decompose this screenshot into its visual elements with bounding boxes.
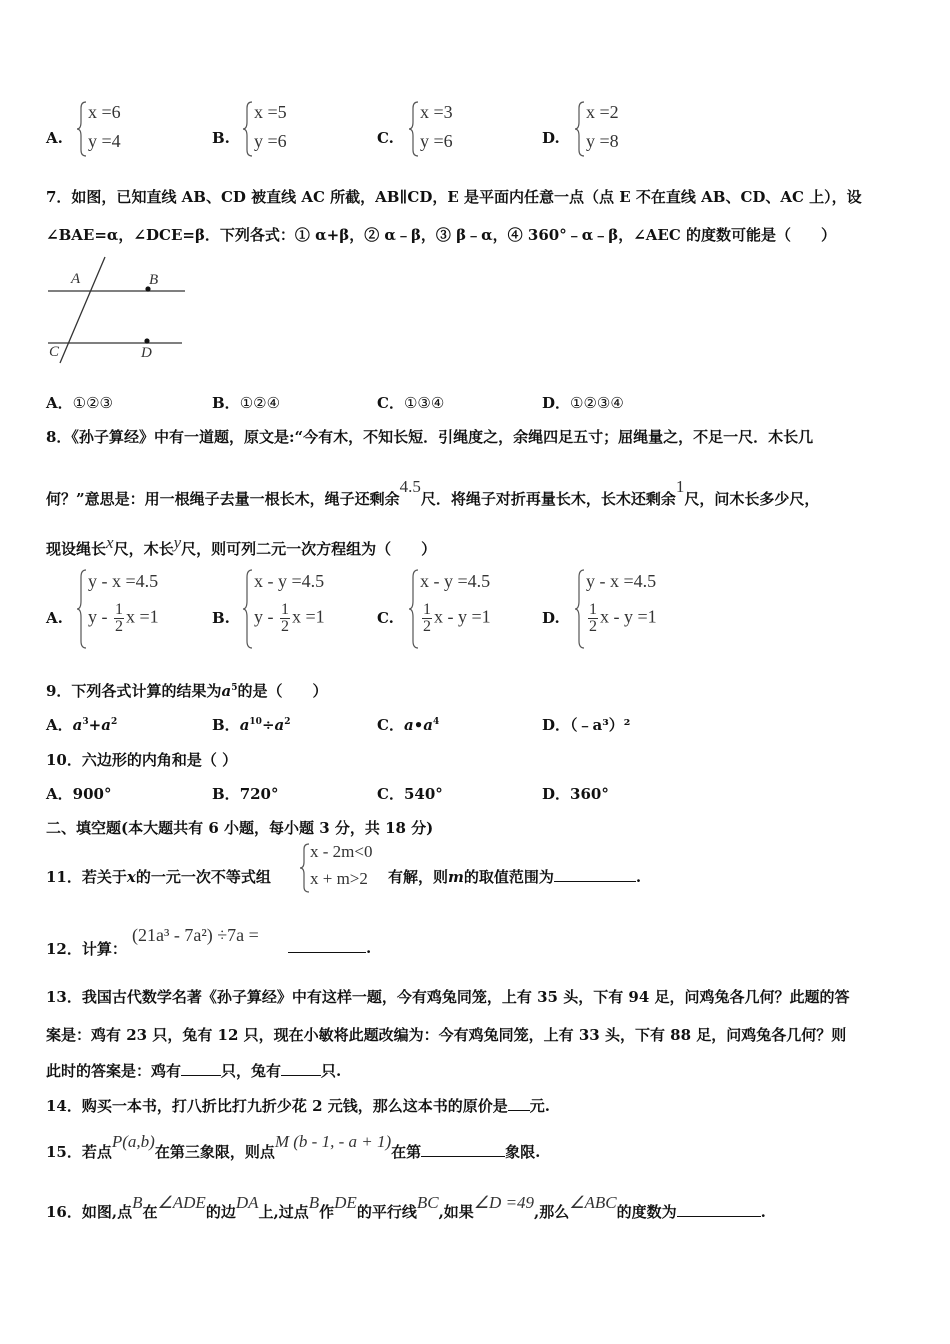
q9-a-label: A． <box>46 716 73 734</box>
q15-stem <box>46 1132 541 1162</box>
q7-option-d[interactable] <box>542 392 624 413</box>
q6-option-d-system <box>574 100 664 158</box>
q6-c-eq2: y =6 <box>420 131 453 151</box>
q8-option-d-label[interactable]: D. <box>542 609 560 627</box>
q8-b-eq2b: x =1 <box>292 606 325 627</box>
q8-l3-b: 尺，木长 <box>113 540 174 558</box>
left-brace-icon <box>242 100 254 158</box>
q11-inequality-system <box>299 842 389 894</box>
q8-option-b-label[interactable]: B. <box>212 609 230 627</box>
q9-option-c[interactable] <box>377 714 439 735</box>
q11-var-x: x <box>126 868 136 886</box>
left-brace-icon <box>574 568 586 650</box>
q11-a: 11．若关于 <box>46 868 127 886</box>
q15-point-m: M (b - 1, - a + 1) <box>274 1132 392 1151</box>
half-fraction <box>280 602 290 635</box>
q16-g: ,如果 <box>438 1203 474 1221</box>
q7-option-c[interactable] <box>377 392 444 413</box>
q7-figure <box>44 255 189 365</box>
q10-a-text: 900° <box>72 785 112 803</box>
half-fraction <box>422 602 432 635</box>
q7-stem-line2: ∠BAE=α，∠DCE=β．下列各式：① α+β，② α﹣β，③ β﹣α，④ 360°﹣α﹣β，∠AEC 的度数可能是（ ） <box>46 226 836 244</box>
q11-answer-blank[interactable] <box>554 867 636 882</box>
q9-stem-a: 9．下列各式计算的结果为 <box>46 682 222 700</box>
q8-l2-c: 尺，问木长多少尺， <box>684 490 820 508</box>
q16-a: 16．如图,点 <box>46 1203 133 1221</box>
frac-den: 2 <box>115 618 123 635</box>
q16-angle-ade: ∠ADE <box>157 1193 206 1212</box>
q7-d-label: D． <box>542 394 571 412</box>
q16-point-b: B <box>132 1193 143 1212</box>
q14-stem <box>46 1095 550 1116</box>
q13-stem-line1: 13．我国古代数学名著《孙子算经》中有这样一题，今有鸡兔同笼，上有 35 头，下有 94 足，问鸡兔各几何？此题的答 <box>46 988 850 1006</box>
q16-i: 的度数为 <box>616 1203 677 1221</box>
left-brace-icon <box>76 100 88 158</box>
q8-a-eq1: y - x =4.5 <box>88 571 159 591</box>
q12-expression: (21a³ - 7a²) ÷7a = <box>132 925 259 945</box>
q11-d: 的取值范围为 <box>463 868 554 886</box>
q9-b-base2: a <box>274 716 285 734</box>
q10-stem: 10．六边形的内角和是（ ） <box>46 751 238 769</box>
section-2-heading: 二、填空题(本大题共有 6 小题，每小题 3 分，共 18 分) <box>46 819 434 837</box>
q10-option-c[interactable] <box>377 783 443 804</box>
q8-var-x: x <box>106 533 114 552</box>
q7-d-text: ①②③④ <box>570 394 624 412</box>
q8-d-eq1: y - x =4.5 <box>586 571 657 591</box>
q16-side-da: DA <box>235 1193 259 1212</box>
point-d <box>144 338 149 343</box>
q8-b-eq1: x - y =4.5 <box>254 571 325 591</box>
q9-a-exp2: 2 <box>110 717 118 727</box>
q8-l3-a: 现设绳长 <box>46 540 107 558</box>
q16-b: 在 <box>142 1203 158 1221</box>
q11-var-m: m <box>448 868 464 886</box>
q12-end: . <box>366 939 372 957</box>
q14-answer-blank[interactable] <box>508 1096 530 1111</box>
q10-option-d[interactable] <box>542 783 609 804</box>
q9-c-base2: a <box>423 716 434 734</box>
q6-option-c-system <box>408 100 498 158</box>
q6-a-eq1: x =6 <box>88 102 121 122</box>
q8-a-eq2 <box>88 602 159 635</box>
q9-c-base1: a <box>403 716 414 734</box>
q7-stem-line1: 7．如图，已知直线 AB、CD 被直线 AC 所截，AB∥CD，E 是平面内任意一点（点 E 不在直线 AB、CD、AC 上），设 <box>46 188 862 206</box>
q8-option-c-system <box>408 568 528 650</box>
q14-b: 元. <box>529 1097 550 1115</box>
q13-stem-line3 <box>46 1060 341 1081</box>
q11-stem-tail <box>388 866 641 887</box>
q8-c-eq1: x - y =4.5 <box>420 571 491 591</box>
left-brace-icon <box>76 568 88 650</box>
q9-b-op: ÷ <box>261 716 275 734</box>
q12-answer <box>288 938 371 957</box>
q8-l2-a: 何？”意思是：用一根绳子去量一根长木，绳子还剩余 <box>46 490 400 508</box>
half-fraction <box>114 602 124 635</box>
q16-f: 的平行线 <box>356 1203 417 1221</box>
q12-stem <box>46 938 127 959</box>
q15-d: 象限. <box>505 1143 541 1161</box>
frac-num: 1 <box>115 601 123 618</box>
q16-end: . <box>760 1203 766 1221</box>
q15-a: 15．若点 <box>46 1143 112 1161</box>
q9-b-base1: a <box>239 716 250 734</box>
q11-ineq1: x - 2m<0 <box>310 842 373 861</box>
q8-option-a-system <box>76 568 196 650</box>
q7-a-label: A． <box>46 394 73 412</box>
left-brace-icon <box>574 100 586 158</box>
q9-d-text: （﹣a³）² <box>570 716 631 734</box>
q8-b-eq2a: y - <box>254 606 278 627</box>
frac-num: 1 <box>423 601 431 618</box>
q8-c-eq2 <box>420 602 491 635</box>
q10-b-text: 720° <box>239 785 279 803</box>
q8-option-a-label[interactable]: A. <box>46 609 63 627</box>
q13-chicken-blank[interactable] <box>181 1061 221 1076</box>
q6-option-c-label[interactable]: C. <box>377 129 394 147</box>
q9-option-a[interactable] <box>46 714 117 735</box>
q16-angle-abc: ∠ABC <box>569 1193 617 1212</box>
q10-c-text: 540° <box>403 785 443 803</box>
q11-c: 有解，则 <box>388 868 449 886</box>
q7-option-a[interactable] <box>46 392 113 413</box>
q8-a-eq2b: x =1 <box>126 606 159 627</box>
q9-stem-b: 的是（ ） <box>237 682 328 700</box>
q16-line-bc: BC <box>416 1193 439 1212</box>
q16-e: 作 <box>319 1203 335 1221</box>
q16-line-de: DE <box>334 1193 357 1212</box>
q10-option-b[interactable] <box>212 783 279 804</box>
frac-num: 1 <box>281 601 289 618</box>
q8-option-d-system <box>574 568 694 650</box>
line-ac <box>60 257 105 363</box>
q9-option-b[interactable] <box>212 714 291 735</box>
q8-d-eq2 <box>586 602 657 635</box>
q9-a-exp1: 3 <box>82 717 89 727</box>
q8-var-y: y <box>173 533 182 552</box>
q9-d-label: D． <box>542 716 571 734</box>
q8-c-eq2b: x - y =1 <box>434 606 491 627</box>
half-fraction <box>588 602 598 635</box>
q16-h: ,那么 <box>534 1203 570 1221</box>
q7-b-text: ①②④ <box>239 394 281 412</box>
label-b: B <box>149 272 159 288</box>
left-brace-icon <box>242 568 254 650</box>
q7-option-b[interactable] <box>212 392 280 413</box>
q16-stem <box>46 1193 766 1222</box>
q11-stem <box>46 866 271 887</box>
q9-stem <box>46 680 327 701</box>
label-d: D <box>141 345 152 361</box>
q9-c-exp2: 4 <box>433 717 440 727</box>
q8-val-45: 4.5 <box>399 477 421 496</box>
q8-stem-line2 <box>46 477 820 509</box>
q12-answer-blank[interactable] <box>288 938 366 953</box>
q9-a-op: + <box>88 716 102 734</box>
q13-l3-c: 只. <box>321 1062 342 1080</box>
q15-b: 在第三象限，则点 <box>154 1143 275 1161</box>
q10-a-label: A． <box>46 785 73 803</box>
q12-a: 12．计算： <box>46 940 127 958</box>
q11-b: 的一元一次不等式组 <box>135 868 271 886</box>
q15-point-p: P(a,b) <box>111 1132 155 1151</box>
q10-option-a[interactable] <box>46 783 111 804</box>
q10-c-label: C． <box>377 785 404 803</box>
q10-b-label: B． <box>212 785 240 803</box>
q6-option-b-label[interactable]: B. <box>212 129 230 147</box>
q7-b-label: B． <box>212 394 240 412</box>
q13-rabbit-blank[interactable] <box>281 1061 321 1076</box>
frac-den: 2 <box>281 618 289 635</box>
q9-c-op: • <box>413 716 424 734</box>
frac-den: 2 <box>589 618 597 635</box>
q9-b-exp2: 2 <box>284 717 291 727</box>
frac-den: 2 <box>423 618 431 635</box>
label-c: C <box>49 344 60 360</box>
left-brace-icon <box>408 100 420 158</box>
q6-b-eq1: x =5 <box>254 102 287 122</box>
q6-d-eq1: x =2 <box>586 102 619 122</box>
q6-d-eq2: y =8 <box>586 131 619 151</box>
q16-angle-d: ∠D =49 <box>473 1193 535 1212</box>
q16-point-b2: B <box>308 1193 320 1212</box>
q9-exp: 5 <box>231 683 238 693</box>
q8-stem-line1: 8．《孙子算经》中有一道题，原文是:“今有木，不知长短．引绳度之，余绳四足五寸；屈绳量之，不足一尺．木长几 <box>46 428 814 446</box>
q8-l2-b: 尺．将绳子对折再量长木，长木还剩余 <box>420 490 676 508</box>
q6-c-eq1: x =3 <box>420 102 453 122</box>
q8-option-b-system <box>242 568 362 650</box>
q8-option-c-label[interactable]: C. <box>377 609 394 627</box>
q14-a: 14．购买一本书，打八折比打九折少花 2 元钱，那么这本书的原价是 <box>46 1097 508 1115</box>
q6-option-b-system <box>242 100 332 158</box>
q16-d: 上,过点 <box>258 1203 309 1221</box>
q9-a-base2: a <box>101 716 111 734</box>
q11-ineq2: x + m>2 <box>310 869 368 888</box>
q7-c-text: ①③④ <box>403 394 445 412</box>
q7-c-label: C． <box>377 394 404 412</box>
q9-c-label: C． <box>377 716 404 734</box>
q8-b-eq2 <box>254 602 325 635</box>
q15-c: 在第 <box>391 1143 422 1161</box>
left-brace-icon <box>408 568 420 650</box>
q6-option-a-system <box>76 100 166 158</box>
q8-d-eq2b: x - y =1 <box>600 606 657 627</box>
q11-end: . <box>635 868 642 886</box>
q9-a-base1: a <box>72 716 83 734</box>
q6-a-eq2: y =4 <box>88 131 121 151</box>
q6-option-a-label[interactable]: A. <box>46 129 63 147</box>
q8-a-eq2a: y - <box>88 606 112 627</box>
q10-d-label: D． <box>542 785 571 803</box>
q8-l3-c: 尺，则可列二元一次方程组为（ ） <box>181 540 437 558</box>
q6-b-eq2: y =6 <box>254 131 287 151</box>
q8-val-1: 1 <box>675 477 685 496</box>
frac-num: 1 <box>589 601 597 618</box>
q7-a-text: ①②③ <box>72 394 113 412</box>
q13-l3-a: 此时的答案是：鸡有 <box>46 1062 182 1080</box>
q15-answer-blank[interactable] <box>421 1142 505 1157</box>
q13-l3-b: 只，兔有 <box>221 1062 282 1080</box>
label-a: A <box>71 271 81 287</box>
q9-b-exp1: 10 <box>249 717 262 727</box>
q16-c: 的边 <box>205 1203 236 1221</box>
q9-option-d[interactable] <box>542 714 630 735</box>
q9-b-label: B． <box>212 716 240 734</box>
q10-d-text: 360° <box>570 785 609 803</box>
q6-option-d-label[interactable]: D. <box>542 129 560 147</box>
q9-var-a: a <box>221 682 232 700</box>
q13-stem-line2: 案是：鸡有 23 只，兔有 12 只，现在小敏将此题改编为：今有鸡兔同笼，上有 33 头，下有 88 足，问鸡兔各几何？则 <box>46 1026 847 1044</box>
q16-answer-blank[interactable] <box>677 1202 761 1217</box>
q8-stem-line3 <box>46 533 437 559</box>
